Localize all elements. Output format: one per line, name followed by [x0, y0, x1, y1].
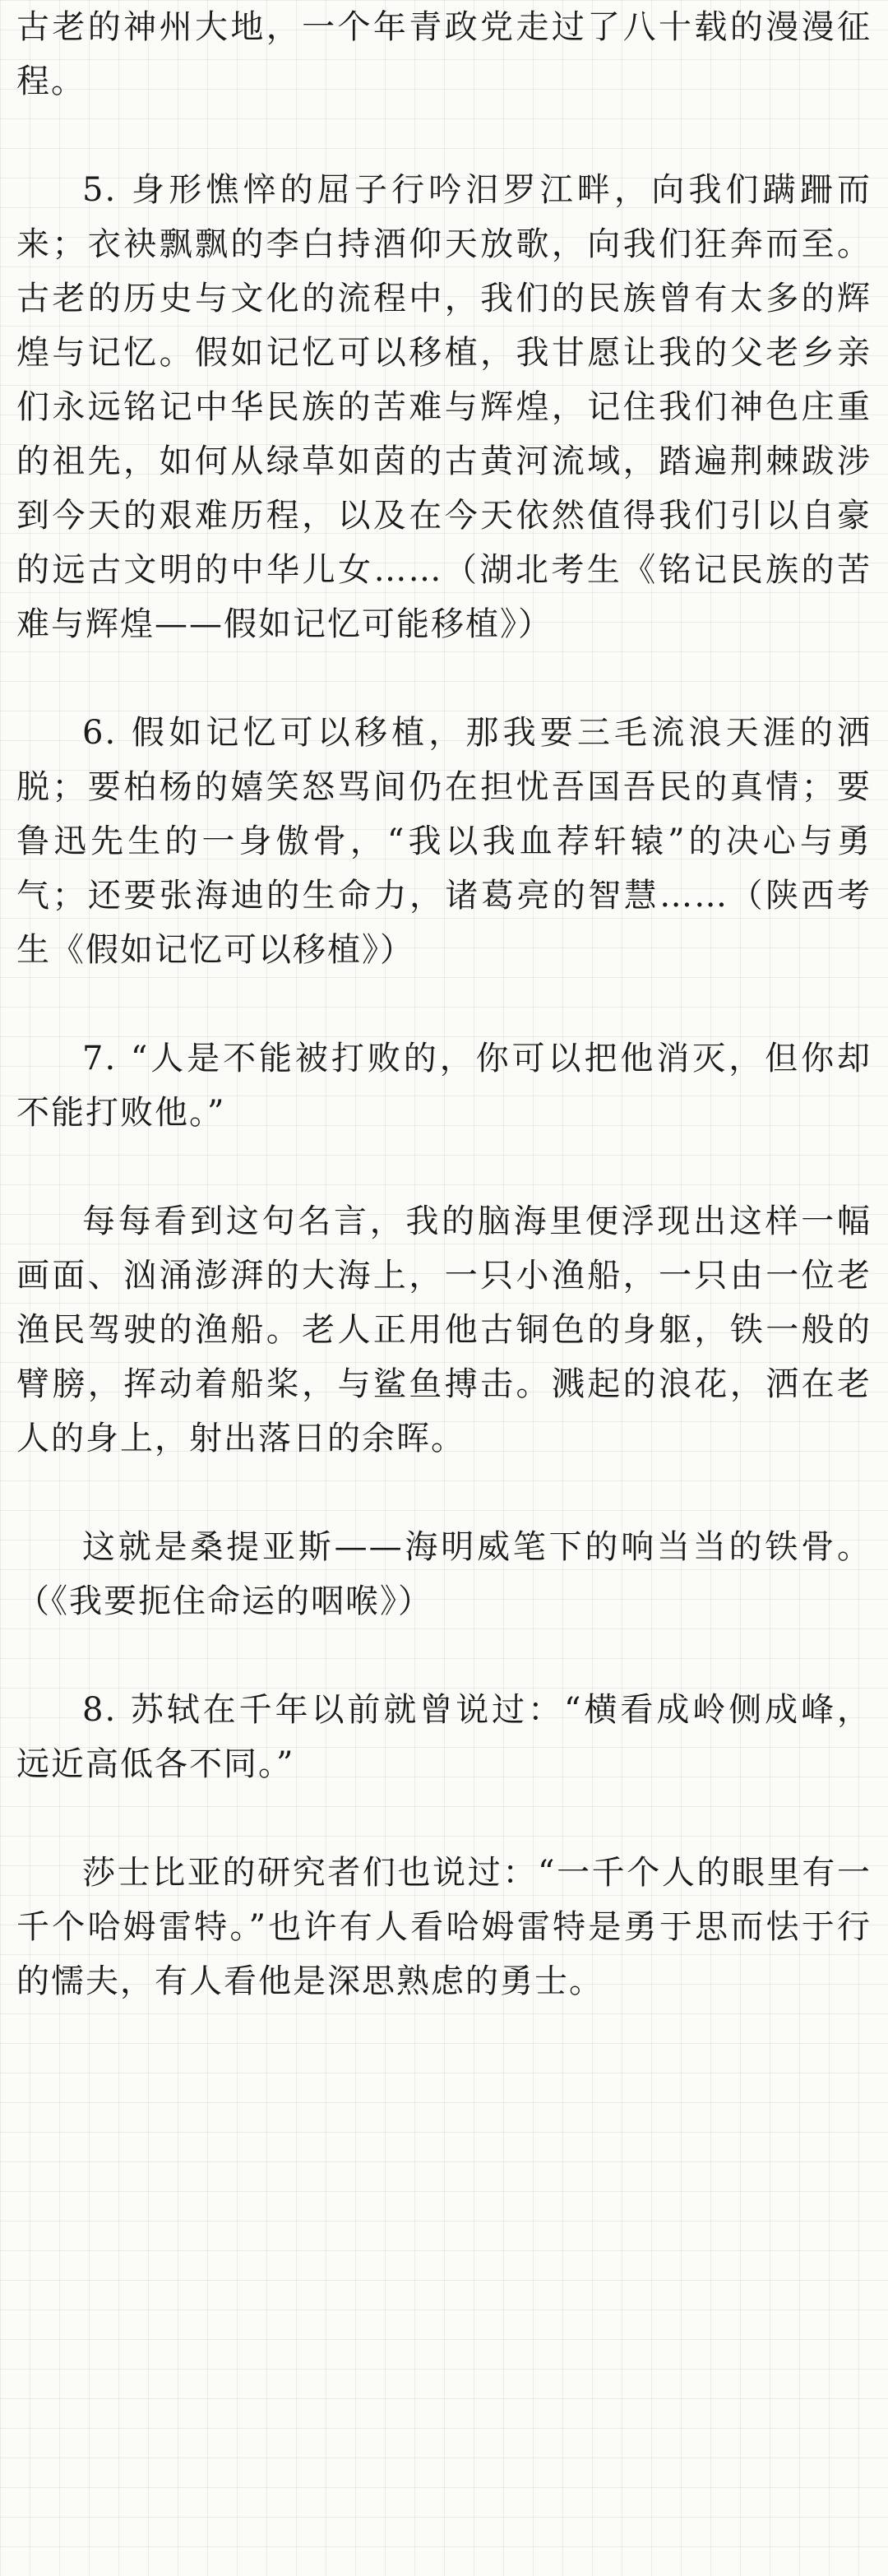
paragraph-gap [16, 1466, 872, 1520]
paragraph-intro-continued: 古老的神州大地，一个年青政党走过了八十载的漫漫征程。 [16, 8, 872, 100]
paragraph-item-8-body: 莎士比亚的研究者们也说过：“一千个人的眼里有一千个哈姆雷特。”也许有人看哈姆雷特是勇于思而怯于行的懦夫，有人看他是深思熟虑的勇士。 [16, 1854, 872, 2000]
paragraph-gap [16, 1791, 872, 1846]
paragraph-gap [16, 977, 872, 1031]
paragraph-gap [16, 651, 872, 706]
paragraph-gap [16, 109, 872, 163]
paragraph-item-7-body: 每每看到这句名言，我的脑海里便浮现出这样一幅画面、汹涌澎湃的大海上，一只小渔船，一只由一位老渔民驾驶的渔船。老人正用他古铜色的身躯，铁一般的臂膀，挥动着船桨，与鲨鱼搏击。溅起的浪花，洒在老人的身上，射出落日的余晖。 [16, 1202, 872, 1457]
paragraph-item-7-source: 这就是桑提亚斯——海明威笔下的响当当的铁骨。（《我要扼住命运的咽喉》） [16, 1528, 872, 1620]
paragraph-item-8: 8. 苏轼在千年以前就曾说过：“横看成岭侧成峰，远近高低各不同。” [16, 1691, 872, 1783]
paragraph-item-6: 6. 假如记忆可以移植，那我要三毛流浪天涯的洒脱；要柏杨的嬉笑怒骂间仍在担忧吾国吾民的真情；要鲁迅先生的一身傲骨，“我以我血荐轩辕”的决心与勇气；还要张海迪的生命力，诸葛亮的智慧……（陕西考生《假如记忆可以移植》） [16, 714, 872, 969]
paragraph-gap [16, 1629, 872, 1683]
paragraph-gap [16, 1140, 872, 1194]
paragraph-item-5: 5. 身形憔悴的屈子行吟汨罗江畔，向我们蹒跚而来；衣袂飘飘的李白持酒仰天放歌，向我们狂奔而至。古老的历史与文化的流程中，我们的民族曾有太多的辉煌与记忆。假如记忆可以移植，我甘愿让我的父老乡亲们永远铭记中华民族的苦难与辉煌，记住我们神色庄重的祖先，如何从绿草如茵的古黄河流域，踏遍荆棘跋涉到今天的艰难历程，以及在今天依然值得我们引以自豪的远古文明的中华儿女……（湖北考生《铭记民族的苦难与辉煌——假如记忆可能移植》） [16, 171, 872, 643]
paragraph-item-7: 7. “人是不能被打败的，你可以把他消灭，但你却不能打败他。” [16, 1040, 872, 1132]
